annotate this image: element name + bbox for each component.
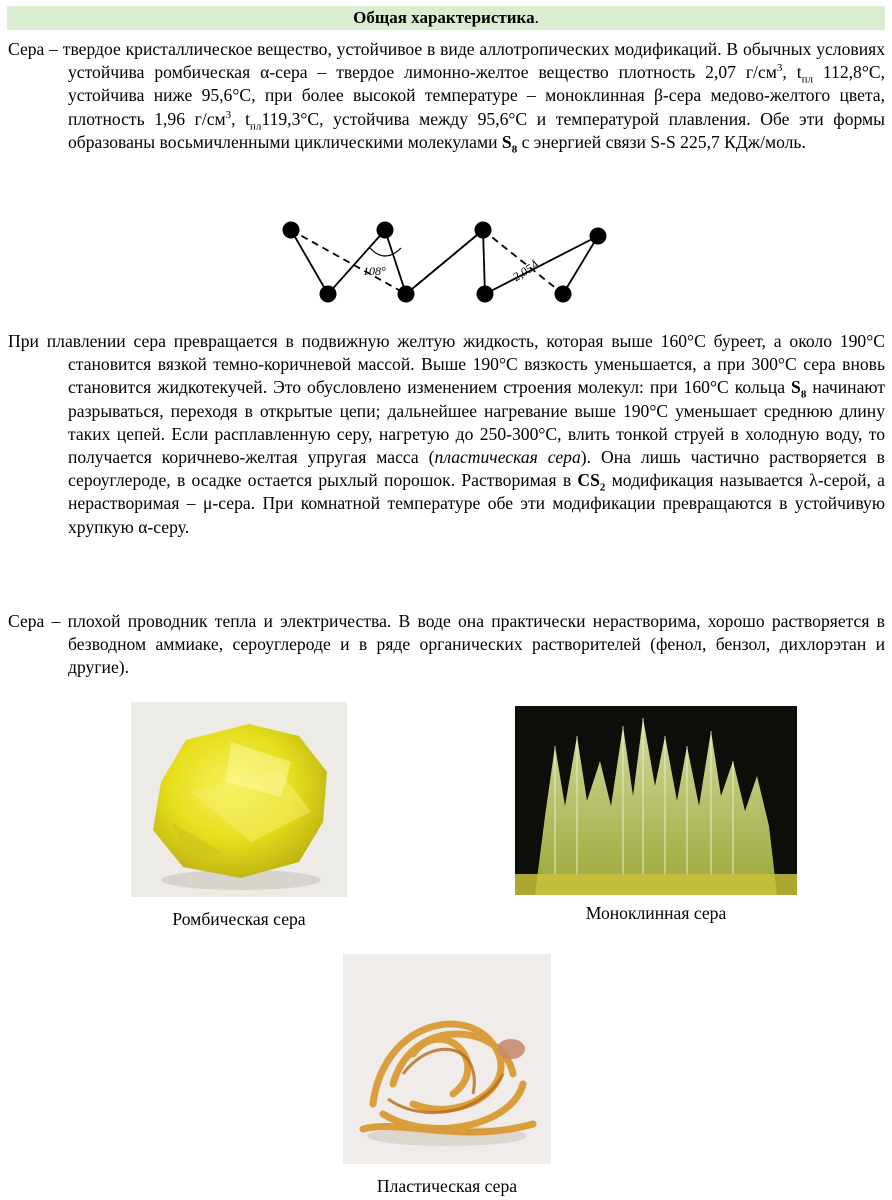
rhombic-sulfur-caption: Ромбическая сера xyxy=(172,909,306,929)
molecule-dashed-bonds xyxy=(291,230,563,294)
sulfur-atom xyxy=(477,286,494,303)
plastic-sulfur-caption: Пластическая сера xyxy=(376,1176,518,1196)
p1-text-1: Сера – твердое кристаллическое вещество, устойчивое в виде аллотропических модификаций. В обычных условиях устойчива ромбическая α-сера – твердое лимонно-желтое вещество плотность 2,07 г/см xyxy=(8,39,885,83)
sulfur-atom xyxy=(475,222,492,239)
p1-text-3: 112,8°С, устойчива ниже 95,6°С, при более высокой температуре – моноклинная β-сера медово-желтого цвета, плотность 1,96 г/см xyxy=(68,62,886,129)
paragraph-conductivity xyxy=(8,610,885,680)
bond-length-label: 2,05Å xyxy=(510,257,542,284)
sulfur-atom xyxy=(590,228,607,245)
sulfur-atom xyxy=(398,286,415,303)
paragraph-melting xyxy=(8,330,885,539)
p1-sub-2: пл xyxy=(250,120,262,133)
section-header xyxy=(7,6,885,30)
p2-italic-term: пластическая сера xyxy=(434,447,581,468)
sulfur-atom xyxy=(283,222,300,239)
rhombic-sulfur-image xyxy=(131,702,347,897)
p3-text: Сера – плохой проводник тепла и электричества. В воде она практически нерастворима, хорошо растворяется в безводном аммиаке, сероуглероде и в ряде органических растворителей (фенол, бензол, дихлорэтан и другие). xyxy=(8,611,885,678)
sulfur-atom xyxy=(555,286,572,303)
p2-formula-cs-sub: 2 xyxy=(599,481,606,494)
p1-text-5: 119,3°С, устойчива между 95,6°С и температурой плавления. Обе эти формы образованы восьмичленными циклическими молекулами xyxy=(68,108,885,152)
monoclinic-sulfur-caption: Моноклинная сера xyxy=(585,903,727,923)
p1-text-6: с энергией связи S-S 225,7 КДж/моль. xyxy=(517,131,806,152)
sulfur-atom xyxy=(377,222,394,239)
p1-text-2: , t xyxy=(782,62,802,83)
bond-angle-arc xyxy=(370,248,401,256)
sulfur-atom xyxy=(320,286,337,303)
p2-text-3: ). Она лишь частично растворяется в сероуглероде, в осадке остается рыхлый порошок. Растворимая в xyxy=(68,447,885,491)
p1-text-4: , t xyxy=(231,108,251,129)
p2-formula-s-sub: 8 xyxy=(800,388,807,401)
plastic-sulfur-photo xyxy=(343,954,551,1164)
p1-sup-2: 3 xyxy=(225,108,232,121)
p2-formula-cs: CS xyxy=(577,470,600,491)
p1-sup-1: 3 xyxy=(776,62,783,75)
rhombic-sulfur-photo xyxy=(131,702,347,897)
s8-molecule-diagram xyxy=(273,212,623,312)
p2-text-1: При плавлении сера превращается в подвижную желтую жидкость, которая выше 160°С буреет, а около 190°С становится вязкой темно-коричневой массой. Выше 190°С вязкость уменьшается, а при 300°С сера вновь становится жидкотекучей. Это обусловлено изменением строения молекул: при 160°С кольца xyxy=(8,331,885,398)
p1-sub-1: пл xyxy=(801,73,813,86)
p2-text-2: начинают разрываться, переходя в открытые цепи; дальнейшее нагревание выше 190°С уменьшает среднюю длину таких цепей. Если расплавленную серу, нагретую до 250-300°С, влить тонкой струей в холодную воду, то получается коричнево-желтая упругая масса ( xyxy=(68,377,885,468)
bond-angle-label: 108° xyxy=(363,264,386,278)
p2-formula-s: S xyxy=(791,377,801,398)
section-title: Общая характеристика xyxy=(353,8,535,27)
paragraph-general xyxy=(8,38,885,154)
plastic-sulfur-image xyxy=(343,954,551,1164)
p2-text-4: модификация называется λ-серой, а нерастворимая – μ-сера. При комнатной температуре обе эти модификации превращаются в устойчивую хрупкую α-серу. xyxy=(68,470,885,537)
section-title-period: . xyxy=(534,8,539,27)
monoclinic-sulfur-image xyxy=(515,706,797,895)
p1-formula-s: S xyxy=(501,131,512,152)
monoclinic-sulfur-photo xyxy=(515,706,797,895)
p1-formula-sub: 8 xyxy=(511,143,518,156)
